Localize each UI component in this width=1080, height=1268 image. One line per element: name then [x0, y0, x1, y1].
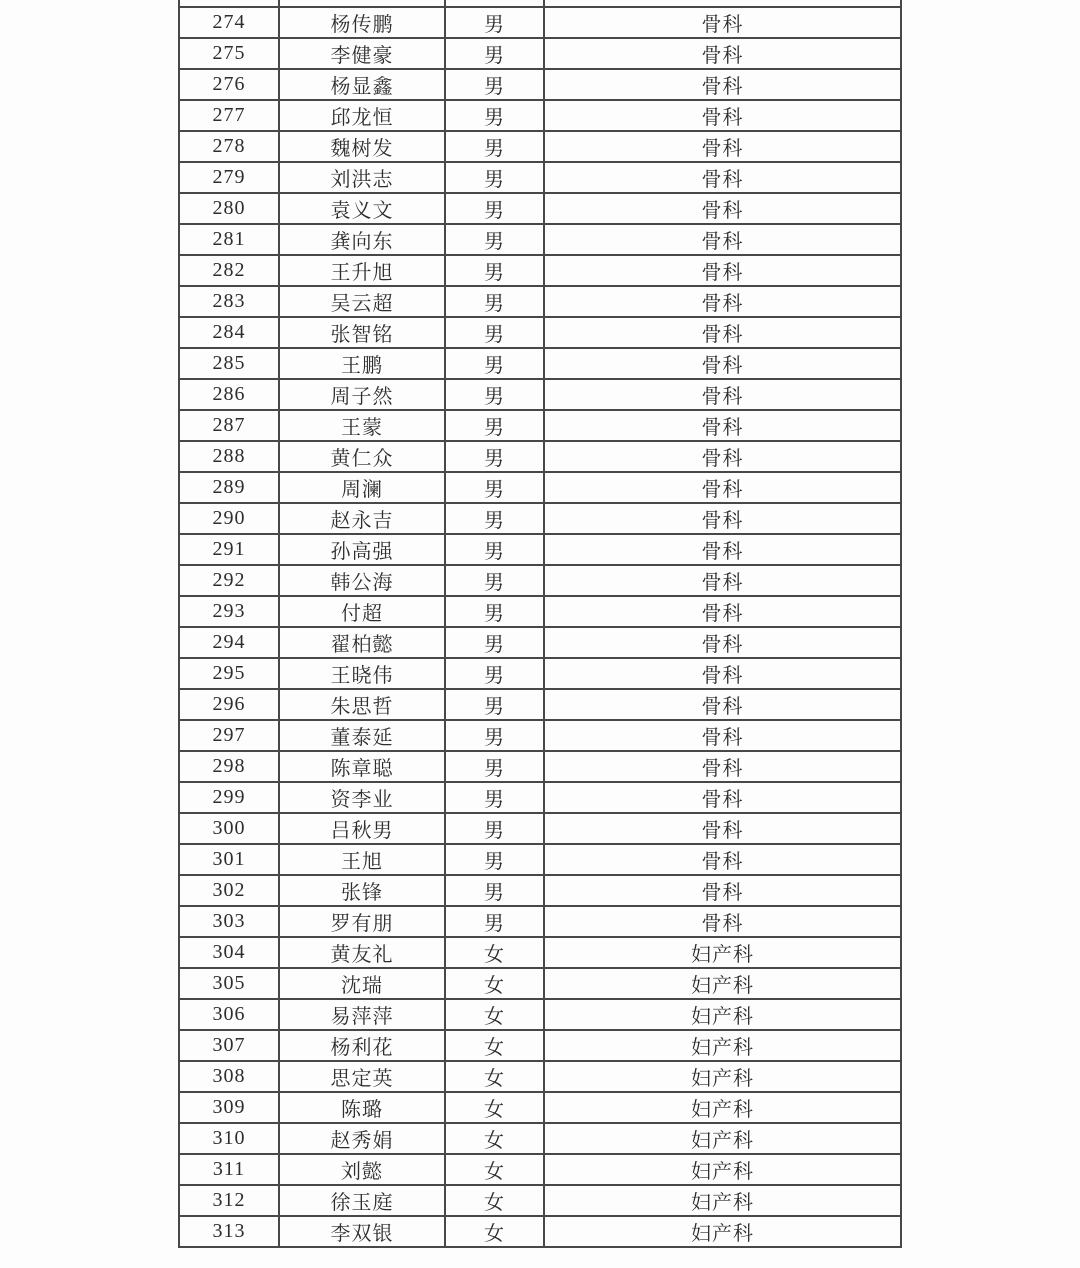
table-row — [179, 255, 901, 286]
department-cell: 骨科 — [544, 38, 901, 69]
name-cell: 思定英 — [279, 1061, 445, 1092]
gender-cell: 男 — [445, 627, 544, 658]
table-row — [179, 1061, 901, 1092]
row-number-cell: 289 — [179, 472, 279, 503]
name-cell: 刘懿 — [279, 1154, 445, 1185]
gender-cell: 男 — [445, 844, 544, 875]
department-cell: 骨科 — [544, 658, 901, 689]
name-cell: 张锋 — [279, 875, 445, 906]
name-cell: 吴云超 — [279, 286, 445, 317]
department-cell: 妇产科 — [544, 999, 901, 1030]
department-cell: 妇产科 — [544, 1216, 901, 1247]
gender-cell: 男 — [445, 534, 544, 565]
gender-cell: 女 — [445, 937, 544, 968]
name-cell: 王旭 — [279, 844, 445, 875]
table-row — [179, 751, 901, 782]
name-cell: 张智铭 — [279, 317, 445, 348]
row-number-cell: 300 — [179, 813, 279, 844]
gender-cell: 女 — [445, 1154, 544, 1185]
name-cell: 黄仁众 — [279, 441, 445, 472]
row-number-cell: 305 — [179, 968, 279, 999]
row-number-cell: 279 — [179, 162, 279, 193]
name-cell: 杨利花 — [279, 1030, 445, 1061]
row-number-cell: 309 — [179, 1092, 279, 1123]
row-number-cell: 310 — [179, 1123, 279, 1154]
gender-cell: 女 — [445, 968, 544, 999]
row-number-cell: 288 — [179, 441, 279, 472]
gender-cell: 男 — [445, 720, 544, 751]
name-cell: 翟柏懿 — [279, 627, 445, 658]
gender-cell: 男 — [445, 906, 544, 937]
name-cell: 刘洪志 — [279, 162, 445, 193]
table-row — [179, 286, 901, 317]
name-cell: 黄友礼 — [279, 937, 445, 968]
gender-cell: 男 — [445, 813, 544, 844]
gender-cell: 女 — [445, 1030, 544, 1061]
table-row — [179, 131, 901, 162]
department-cell: 骨科 — [544, 720, 901, 751]
department-cell: 妇产科 — [544, 1061, 901, 1092]
department-cell: 骨科 — [544, 751, 901, 782]
row-number-cell: 280 — [179, 193, 279, 224]
gender-cell: 男 — [445, 286, 544, 317]
gender-cell: 男 — [445, 255, 544, 286]
row-number-cell: 296 — [179, 689, 279, 720]
gender-cell: 男 — [445, 193, 544, 224]
department-cell: 骨科 — [544, 596, 901, 627]
department-cell: 妇产科 — [544, 937, 901, 968]
table-row — [179, 1154, 901, 1185]
table-row — [179, 317, 901, 348]
name-cell: 陈璐 — [279, 1092, 445, 1123]
table-row — [179, 38, 901, 69]
name-cell: 龚向东 — [279, 224, 445, 255]
table-row — [179, 906, 901, 937]
row-number-cell: 299 — [179, 782, 279, 813]
gender-cell: 女 — [445, 1123, 544, 1154]
row-number-cell: 311 — [179, 1154, 279, 1185]
row-number-cell — [179, 0, 279, 7]
table-row — [179, 1185, 901, 1216]
table-row — [179, 658, 901, 689]
department-cell: 妇产科 — [544, 1154, 901, 1185]
name-cell: 王晓伟 — [279, 658, 445, 689]
row-number-cell: 292 — [179, 565, 279, 596]
department-cell: 妇产科 — [544, 1185, 901, 1216]
row-number-cell: 294 — [179, 627, 279, 658]
name-cell: 沈瑞 — [279, 968, 445, 999]
name-cell: 王鹏 — [279, 348, 445, 379]
name-cell: 周子然 — [279, 379, 445, 410]
department-cell — [544, 0, 901, 7]
row-number-cell: 274 — [179, 7, 279, 38]
gender-cell: 男 — [445, 162, 544, 193]
gender-cell: 男 — [445, 38, 544, 69]
row-number-cell: 277 — [179, 100, 279, 131]
gender-cell: 女 — [445, 1092, 544, 1123]
name-cell: 徐玉庭 — [279, 1185, 445, 1216]
name-cell: 资李业 — [279, 782, 445, 813]
department-cell: 妇产科 — [544, 1123, 901, 1154]
roster-table — [178, 0, 902, 1248]
table-row — [179, 1030, 901, 1061]
row-number-cell: 287 — [179, 410, 279, 441]
row-number-cell: 281 — [179, 224, 279, 255]
name-cell: 杨显鑫 — [279, 69, 445, 100]
department-cell: 骨科 — [544, 627, 901, 658]
table-row — [179, 782, 901, 813]
row-number-cell: 304 — [179, 937, 279, 968]
row-number-cell: 303 — [179, 906, 279, 937]
name-cell: 王升旭 — [279, 255, 445, 286]
name-cell: 吕秋男 — [279, 813, 445, 844]
gender-cell: 男 — [445, 689, 544, 720]
gender-cell: 女 — [445, 999, 544, 1030]
name-cell: 韩公海 — [279, 565, 445, 596]
department-cell: 骨科 — [544, 317, 901, 348]
table-row — [179, 565, 901, 596]
table-row — [179, 1092, 901, 1123]
gender-cell: 男 — [445, 7, 544, 38]
row-number-cell: 306 — [179, 999, 279, 1030]
row-number-cell: 293 — [179, 596, 279, 627]
department-cell: 骨科 — [544, 813, 901, 844]
department-cell: 骨科 — [544, 100, 901, 131]
name-cell: 朱思哲 — [279, 689, 445, 720]
gender-cell: 男 — [445, 658, 544, 689]
department-cell: 骨科 — [544, 782, 901, 813]
gender-cell: 男 — [445, 317, 544, 348]
row-number-cell: 290 — [179, 503, 279, 534]
table-row — [179, 379, 901, 410]
department-cell: 骨科 — [544, 534, 901, 565]
name-cell — [279, 0, 445, 7]
row-number-cell: 301 — [179, 844, 279, 875]
row-number-cell: 282 — [179, 255, 279, 286]
table-row — [179, 7, 901, 38]
table-row — [179, 348, 901, 379]
row-number-cell: 276 — [179, 69, 279, 100]
table-row — [179, 875, 901, 906]
name-cell: 王蒙 — [279, 410, 445, 441]
gender-cell: 女 — [445, 1061, 544, 1092]
table-row — [179, 534, 901, 565]
department-cell: 骨科 — [544, 255, 901, 286]
department-cell: 骨科 — [544, 193, 901, 224]
department-cell: 骨科 — [544, 348, 901, 379]
name-cell: 杨传鹏 — [279, 7, 445, 38]
table-row — [179, 720, 901, 751]
name-cell: 李健豪 — [279, 38, 445, 69]
department-cell: 骨科 — [544, 131, 901, 162]
table-row — [179, 968, 901, 999]
department-cell: 骨科 — [544, 379, 901, 410]
department-cell: 妇产科 — [544, 1092, 901, 1123]
table-row — [179, 999, 901, 1030]
gender-cell: 男 — [445, 69, 544, 100]
row-number-cell: 284 — [179, 317, 279, 348]
table-row — [179, 1123, 901, 1154]
table-row — [179, 937, 901, 968]
table-row — [179, 472, 901, 503]
gender-cell: 男 — [445, 441, 544, 472]
row-number-cell: 286 — [179, 379, 279, 410]
table-row — [179, 503, 901, 534]
gender-cell: 男 — [445, 472, 544, 503]
table-row — [179, 813, 901, 844]
table-row — [179, 689, 901, 720]
gender-cell: 男 — [445, 751, 544, 782]
gender-cell: 男 — [445, 782, 544, 813]
name-cell: 周澜 — [279, 472, 445, 503]
row-number-cell: 307 — [179, 1030, 279, 1061]
table-row — [179, 162, 901, 193]
department-cell: 骨科 — [544, 286, 901, 317]
department-cell: 妇产科 — [544, 1030, 901, 1061]
gender-cell — [445, 0, 544, 7]
name-cell: 罗有朋 — [279, 906, 445, 937]
name-cell: 魏树发 — [279, 131, 445, 162]
row-number-cell: 313 — [179, 1216, 279, 1247]
name-cell: 袁义文 — [279, 193, 445, 224]
table-row — [179, 596, 901, 627]
row-number-cell: 278 — [179, 131, 279, 162]
name-cell: 赵永吉 — [279, 503, 445, 534]
department-cell: 骨科 — [544, 844, 901, 875]
row-number-cell: 275 — [179, 38, 279, 69]
name-cell: 易萍萍 — [279, 999, 445, 1030]
table-row — [179, 69, 901, 100]
roster-table-body — [179, 0, 901, 1247]
department-cell: 骨科 — [544, 69, 901, 100]
name-cell: 陈章聪 — [279, 751, 445, 782]
row-number-cell: 298 — [179, 751, 279, 782]
table-row — [179, 1216, 901, 1247]
row-number-cell: 302 — [179, 875, 279, 906]
row-number-cell: 285 — [179, 348, 279, 379]
clipped-partial-row — [179, 0, 901, 7]
department-cell: 骨科 — [544, 162, 901, 193]
department-cell: 骨科 — [544, 410, 901, 441]
gender-cell: 男 — [445, 224, 544, 255]
gender-cell: 男 — [445, 503, 544, 534]
row-number-cell: 295 — [179, 658, 279, 689]
table-row — [179, 100, 901, 131]
name-cell: 付超 — [279, 596, 445, 627]
row-number-cell: 283 — [179, 286, 279, 317]
table-row — [179, 410, 901, 441]
department-cell: 骨科 — [544, 441, 901, 472]
gender-cell: 男 — [445, 565, 544, 596]
table-row — [179, 627, 901, 658]
department-cell: 骨科 — [544, 875, 901, 906]
row-number-cell: 312 — [179, 1185, 279, 1216]
department-cell: 骨科 — [544, 565, 901, 596]
department-cell: 骨科 — [544, 7, 901, 38]
gender-cell: 男 — [445, 596, 544, 627]
department-cell: 骨科 — [544, 503, 901, 534]
gender-cell: 男 — [445, 131, 544, 162]
gender-cell: 男 — [445, 100, 544, 131]
row-number-cell: 308 — [179, 1061, 279, 1092]
row-number-cell: 297 — [179, 720, 279, 751]
department-cell: 骨科 — [544, 472, 901, 503]
gender-cell: 女 — [445, 1185, 544, 1216]
gender-cell: 男 — [445, 379, 544, 410]
name-cell: 董泰延 — [279, 720, 445, 751]
gender-cell: 女 — [445, 1216, 544, 1247]
name-cell: 赵秀娟 — [279, 1123, 445, 1154]
department-cell: 骨科 — [544, 224, 901, 255]
department-cell: 妇产科 — [544, 968, 901, 999]
row-number-cell: 291 — [179, 534, 279, 565]
name-cell: 孙高强 — [279, 534, 445, 565]
name-cell: 李双银 — [279, 1216, 445, 1247]
table-row — [179, 441, 901, 472]
gender-cell: 男 — [445, 348, 544, 379]
table-row — [179, 193, 901, 224]
department-cell: 骨科 — [544, 906, 901, 937]
table-row — [179, 844, 901, 875]
gender-cell: 男 — [445, 410, 544, 441]
department-cell: 骨科 — [544, 689, 901, 720]
gender-cell: 男 — [445, 875, 544, 906]
table-row — [179, 224, 901, 255]
name-cell: 邱龙恒 — [279, 100, 445, 131]
